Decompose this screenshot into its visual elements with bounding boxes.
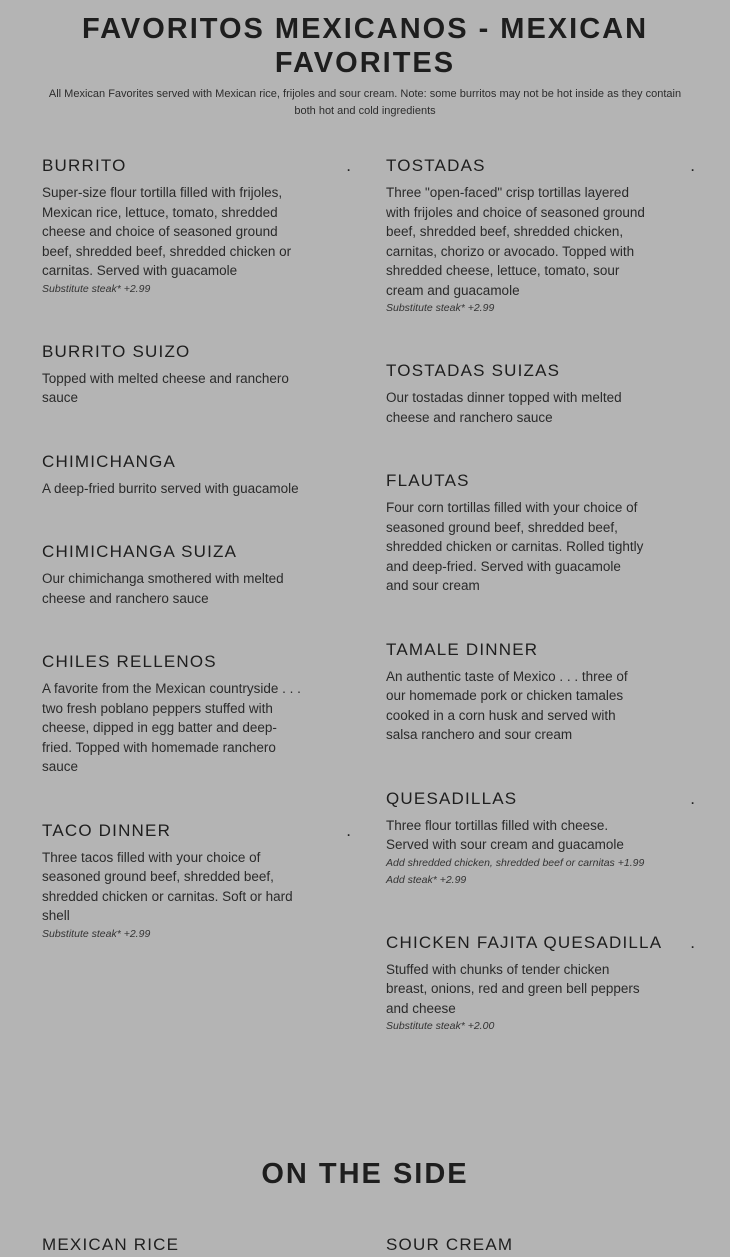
menu-item [386,470,691,596]
menu-item-note: Substitute steak* +2.99 [42,927,151,940]
menu-item-title: CHICKEN FAJITA QUESADILLA [386,932,663,952]
menu-item [42,651,347,777]
menu-item-note: Substitute steak* +2.00 [386,1020,495,1032]
menu-item-description: Our tostadas dinner topped with melted cheese and ranchero sauce [386,390,622,425]
menu-item-description: An authentic taste of Mexico . . . three of our homemade pork or chicken tamales cooked in a corn husk and served with salsa ranchero and sour cream [386,668,628,742]
side-item-mexican-rice: MEXICAN RICE [42,1235,180,1254]
menu-item [42,541,347,608]
menu-item-title: FLAUTAS [386,471,470,490]
menu-item-title: BURRITO [42,156,127,175]
menu-item-description: Stuffed with chunks of tender chicken breast, onions, red and green bell peppers and cheese [386,961,640,1016]
menu-item [386,360,691,427]
menu-item [42,451,347,499]
right-column [386,155,695,1035]
menu-item-dot: . [690,932,695,952]
menu-item-description: Topped with melted cheese and ranchero sauce [42,370,289,405]
menu-item-note: Add steak* +2.99 [386,873,467,886]
menu-item-title: TACO DINNER [42,820,172,840]
menu-item-note: Substitute steak* +2.99 [42,282,151,295]
side-item-sour-cream: SOUR CREAM [386,1235,514,1254]
section-title: FAVORITOS MEXICANOS - MEXICAN FAVORITES [81,13,649,79]
menu-header [40,12,690,120]
menu-item-title: CHILES RELLENOS [42,652,217,671]
left-column [42,155,351,943]
menu-item-dot: . [690,156,695,175]
menu-item-title: TAMALE DINNER [386,639,539,659]
menu-item [386,788,695,889]
menu-item-title: QUESADILLAS [386,788,518,808]
menu-item [386,932,695,1036]
menu-item-note: Add shredded chicken, shredded beef or carnitas +1.99 [386,856,645,869]
menu-item-note: Substitute steak* +2.99 [386,302,495,314]
menu-item-description: A favorite from the Mexican countryside . . . two fresh poblano peppers stuffed with cheese, dipped in egg batter and deep-fried. Topped with homemade ranchero sauce [42,681,301,774]
menu-item-title: CHIMICHANGA [42,451,177,471]
menu-item [386,639,691,745]
menu-item [42,341,347,408]
menu-item [42,155,351,298]
menu-item-dot: . [346,820,351,840]
menu-item-description: Three "open-faced" crisp tortillas layered with frijoles and choice of seasoned ground beef, shredded beef, shredded chicken, carnitas, chorizo or avocado. Topped with shredded cheese, lettuce, tomato, sour cream and guacamole [386,185,645,298]
side-section-title: ON THE SIDE [261,1158,469,1190]
menu-item [42,820,351,943]
menu-item-title: BURRITO SUIZO [42,341,191,361]
menu-item-description: Four corn tortillas filled with your choice of seasoned ground beef, shredded beef, shredded chicken or carnitas. Rolled tightly and deep-fried. Served with guacamole and sour cream [386,500,644,593]
menu-item-title: CHIMICHANGA SUIZA [42,542,238,561]
menu-item-description: Three flour tortillas filled with cheese. Served with sour cream and guacamole [386,817,624,852]
menu-item-dot: . [690,788,695,808]
section-subtitle: All Mexican Favorites served with Mexican rice, frijoles and sour cream. Note: some burritos may not be hot inside as they contain both hot and cold ingredients [48,88,682,117]
menu-item-description: Super-size flour tortilla filled with frijoles, Mexican rice, lettuce, tomato, shredded cheese and choice of seasoned ground beef, shredded beef, shredded chicken or carnitas. Served with guacamole [42,185,292,278]
menu-item-description: Three tacos filled with your choice of seasoned ground beef, shredded beef, shredded chicken or carnitas. Soft or hard shell [42,849,293,923]
menu-item-title: TOSTADAS [386,156,486,175]
menu-item-dot: . [346,156,351,175]
menu-item-title: TOSTADAS SUIZAS [386,361,561,380]
menu-item-description: Our chimichanga smothered with melted cheese and ranchero sauce [42,571,284,606]
menu-item-description: A deep-fried burrito served with guacamole [42,480,299,496]
menu-item [386,155,695,317]
